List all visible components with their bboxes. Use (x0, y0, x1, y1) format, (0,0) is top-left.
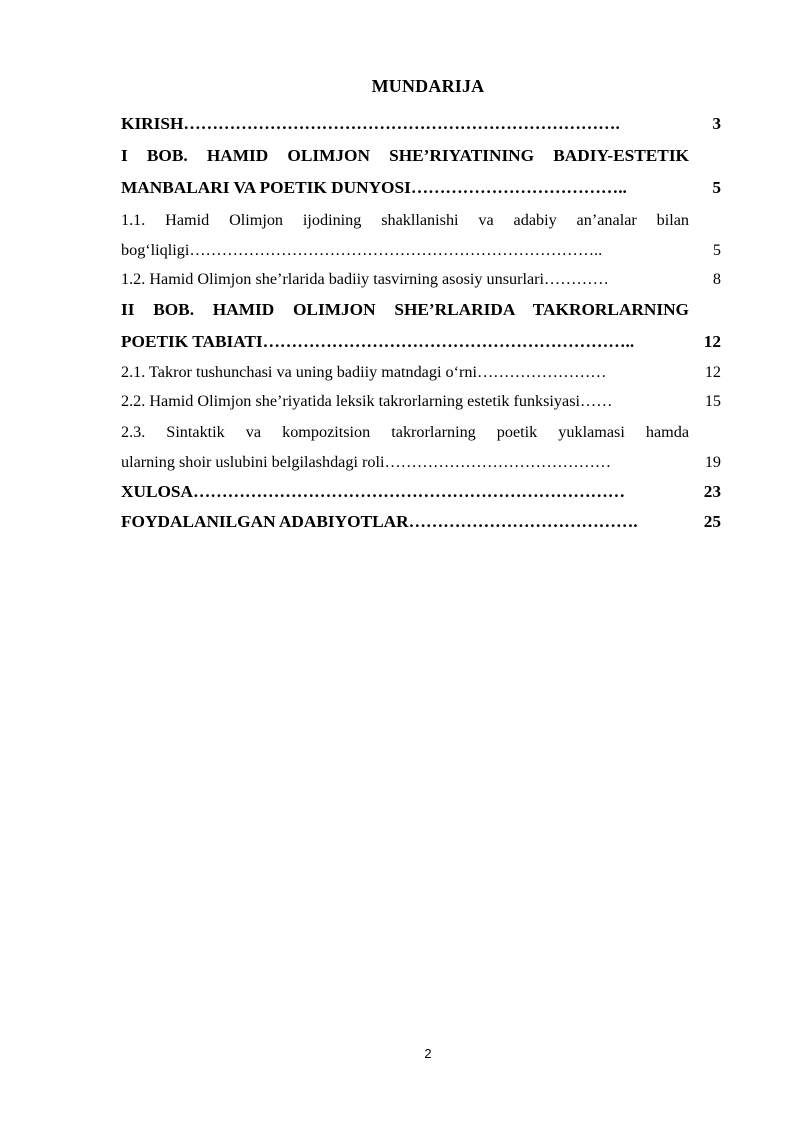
toc-entry-text-line2: POETIK TABIATI……………………………………………………….. (121, 332, 635, 351)
toc-entry-foydalanilgan-adabiyotlar[interactable] (121, 506, 721, 538)
toc-entry-page: 23 (703, 482, 721, 501)
toc-entry-section-2-1[interactable] (121, 358, 721, 387)
toc-entry-section-2-3[interactable] (121, 416, 721, 477)
toc-entry-text: FOYDALANILGAN ADABIYOTLAR…………………………………. (121, 512, 638, 531)
toc-entry-section-1-1[interactable] (121, 204, 721, 265)
toc-entry-text-line1: II BOB. HAMID OLIMJON SHE’RLARIDA TAKRORLARNING (121, 300, 689, 319)
toc-entry-bob-2[interactable] (121, 294, 721, 358)
page-number: 2 (424, 1046, 432, 1061)
toc-entry-page: 8 (712, 270, 721, 288)
toc-entry-bob-1[interactable] (121, 140, 721, 204)
toc-entry-text-line1: I BOB. HAMID OLIMJON SHE’RIYATINING BADIY-ESTETIK (121, 146, 689, 165)
toc-entry-section-2-2[interactable] (121, 387, 721, 416)
toc-entry-text-line2: bog‘liqligi………………………………………………………………….. (121, 241, 603, 259)
toc-entry-text-line1: 2.3. Sintaktik va kompozitsion takrorlarning poetik yuklamasi hamda (121, 423, 689, 441)
toc-entry-section-1-2[interactable] (121, 265, 721, 294)
toc-title: MUNDARIJA (371, 76, 485, 96)
toc-entry-page: 5 (712, 178, 721, 197)
toc-entry-text-line2: ularning shoir uslubini belgilashdagi roli…………………………………… (121, 453, 612, 471)
toc-entry-text: 2.1. Takror tushunchasi va uning badiiy matndagi o‘rni…………………… (121, 363, 607, 381)
toc-entry-text-line1: 1.1. Hamid Olimjon ijodining shakllanishi va adabiy an’analar bilan (121, 211, 689, 229)
toc-entry-page: 25 (703, 512, 721, 531)
toc-entry-text: XULOSA………………………………………………………………… (121, 482, 626, 501)
toc-entry-page: 5 (712, 241, 721, 259)
toc-entry-text: 1.2. Hamid Olimjon she’rlarida badiiy tasvirning asosiy unsurlari………… (121, 270, 609, 288)
toc-entry-text-line2: MANBALARI VA POETIK DUNYOSI……………………………….. (121, 178, 627, 197)
toc-entry-page: 12 (703, 332, 721, 351)
toc-entry-page: 15 (704, 392, 721, 410)
toc-entry-text: KIRISH…………………………………………………………………. (121, 114, 620, 133)
toc-entry-page: 3 (712, 114, 721, 133)
toc-entry-page: 19 (704, 453, 721, 471)
toc-entry-page: 12 (704, 363, 721, 381)
toc-entry-xulosa[interactable] (121, 477, 721, 506)
table-of-contents (121, 108, 721, 538)
toc-entry-text: 2.2. Hamid Olimjon she’riyatida leksik takrorlarning estetik funksiyasi…… (121, 392, 613, 410)
toc-entry-kirish[interactable] (121, 108, 721, 140)
